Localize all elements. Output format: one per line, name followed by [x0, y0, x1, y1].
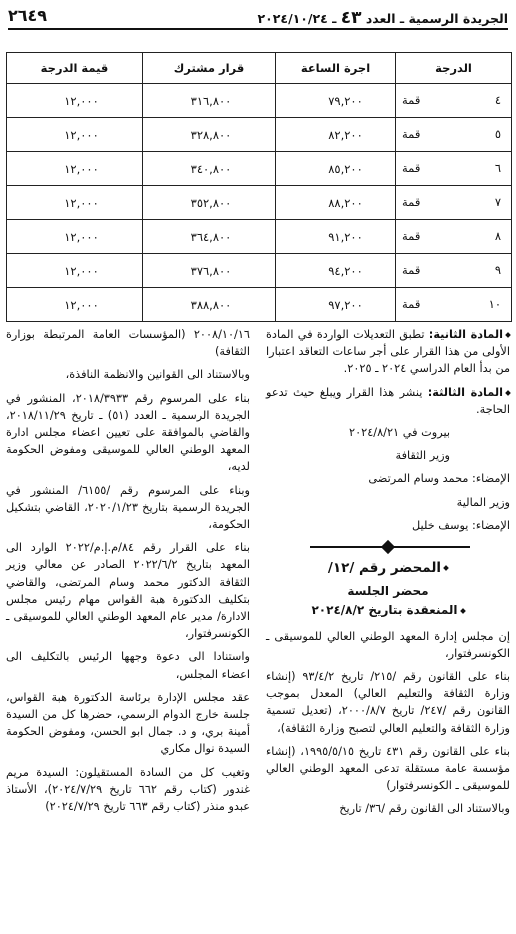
paragraph: وتغيب كل من السادة المستقيلون: السيدة مريم غندور (كتاب رقم ٦٦٢ تاريخ ٢٠٢٤/٧/٢٩)، الأستاذ عبدو منذر (كتاب رقم ٦٦٣ تاريخ ٢٠٢٤/٧/٢٩)	[6, 765, 250, 814]
paragraph: بناء على القانون رقم /٢١٥/ تاريخ ٩٣/٤/٢ (إنشاء وزارة الثقافة والتعليم العالي) المعدل بموجب القانون رقم /٢٤٧/ تاريخ ٢٠٠٠/٨/٧، (تعديل تسمية وزارة الثقافة والتعليم العالي لتصبح وزارة الثقافة)،	[266, 670, 511, 735]
grade-label: قمة	[402, 263, 421, 277]
joint-decision-cell: ٣٥٢,٨٠٠	[143, 186, 276, 220]
minute-title: محضر الجلسة	[347, 584, 429, 599]
joint-decision-cell: ٣١٦,٨٠٠	[143, 84, 276, 118]
article-2-text: تطبق التعديلات الواردة في المادة الأولى من هذا القرار على أجر ساعات التعاقد اعتبارا من بدأ العام الدراسي ٢٠٢٤ ـ ٢٠٢٥.	[266, 328, 510, 376]
paragraph: بناء على القرار رقم ٨٤/م.إ.م/٢٠٢٢ الوارد الى المعهد بتاريخ ٢٠٢٢/٦/٢ الصادر عن معالي وزير الثقافة الدكتور محمد وسام المرتضى، والقاضي بتكليف الدكتورة هبة القواس مهام رئيس مجلس الادارة/ مدير عام المعهد الوطني العالي للموسيقى ـ الكونسرفتوار،	[6, 541, 250, 641]
hourly-rate-cell: ٧٩,٢٠٠	[276, 84, 396, 118]
article-3-text: ينشر هذا القرار ويبلغ حيث تدعو الحاجة.	[266, 385, 510, 416]
grade-cell	[396, 152, 512, 186]
article-3-title: المادة الثالثة:	[427, 385, 503, 399]
grade-number: ١٠	[488, 297, 501, 311]
col-header-joint: قرار مشترك	[143, 53, 276, 84]
bullet-icon	[505, 332, 511, 338]
finance-minister-signature: الإمضاء: يوسف خليل	[412, 518, 510, 532]
table-row	[7, 84, 512, 118]
grade-number: ٥	[494, 127, 501, 141]
article-3	[266, 384, 510, 418]
grade-cell	[396, 118, 512, 152]
table-header-row	[7, 53, 512, 84]
section-divider	[266, 540, 510, 554]
grade-value-cell: ١٢,٠٠٠	[7, 220, 143, 254]
hourly-rate-cell: ٩٤,٢٠٠	[276, 254, 396, 288]
grade-label: قمة	[402, 161, 421, 175]
table-row	[7, 152, 512, 186]
page-number: ٢٦٤٩	[8, 6, 48, 25]
minute-number	[266, 560, 510, 577]
joint-decision-cell: ٣٤٠,٨٠٠	[143, 152, 276, 186]
table-row	[7, 288, 512, 322]
paragraph: بناء على القانون رقم ٤٣١ تاريخ ١٩٩٥/٥/١٥، (إنشاء مؤسسة عامة مستقلة تدعى المعهد الوطني العالي للموسيقى ـ الكونسرفتوار)	[266, 744, 510, 793]
table-row	[7, 220, 512, 254]
finance-minister-title: وزير المالية	[456, 495, 510, 509]
joint-decision-cell: ٣٢٨,٨٠٠	[143, 118, 276, 152]
bullet-icon	[443, 565, 449, 571]
article-2-title: المادة الثانية:	[428, 328, 503, 341]
grade-cell	[396, 186, 512, 220]
paragraph: إن مجلس إدارة المعهد الوطني العالي للموسيقى ـ الكونسرفتوار،	[266, 629, 510, 660]
paragraph: بناء على المرسوم رقم ٢٠١٨/٣٩٣٣، المنشور في الجريدة الرسمية ـ العدد (٥١) ـ تاريخ ٢٠١٨/١١/٢٩، والقاضي بالموافقة على تعيين اعضاء مجلس ادارة المعهد الوطني العالي للموسيقى ومفوض الحكومة لديه،	[6, 391, 251, 474]
table-row	[7, 254, 512, 288]
issue-date: ـ ٢٠٢٤/١٠/٢٤	[257, 11, 337, 26]
hourly-rate-cell: ٩١,٢٠٠	[276, 220, 396, 254]
joint-decision-cell: ٣٧٦,٨٠٠	[143, 254, 276, 288]
grade-value-cell: ١٢,٠٠٠	[7, 288, 143, 322]
grade-cell	[396, 84, 512, 118]
joint-decision-cell: ٣٦٤,٨٠٠	[143, 220, 276, 254]
issue-number: ٤٣	[340, 8, 362, 28]
grade-cell	[396, 254, 512, 288]
culture-minister-signature: الإمضاء: محمد وسام المرتضى	[368, 472, 510, 486]
gazette-name: الجريدة الرسمية ـ العدد	[365, 11, 508, 26]
diamond-icon	[381, 540, 395, 554]
grade-label: قمة	[402, 93, 421, 107]
hourly-rate-cell: ٨٢,٢٠٠	[276, 118, 396, 152]
grade-cell	[396, 220, 512, 254]
paragraph: واستنادا الى دعوة وجهها الرئيس بالتكليف الى اعضاء المجلس،	[6, 650, 250, 681]
grade-number: ٨	[494, 229, 501, 243]
grade-value-cell: ١٢,٠٠٠	[7, 186, 143, 220]
article-2	[266, 326, 510, 378]
hourly-rate-cell: ٩٧,٢٠٠	[276, 288, 396, 322]
grade-value-cell: ١٢,٠٠٠	[7, 152, 143, 186]
joint-decision-cell: ٣٨٨,٨٠٠	[143, 288, 276, 322]
paragraph: ٢٠٠٨/١٠/١٦ (المؤسسات العامة المرتبطة بوزارة الثقافة)	[6, 328, 250, 359]
gazette-title	[258, 8, 508, 28]
table-row	[7, 186, 512, 220]
grade-label: قمة	[402, 127, 421, 141]
grade-number: ٦	[494, 161, 501, 175]
minute-date	[266, 602, 510, 619]
page-header	[8, 6, 508, 30]
grade-value-cell: ١٢,٠٠٠	[7, 84, 143, 118]
col-header-hourly: اجرة الساعة	[276, 53, 396, 84]
paragraph: وبالاستناد الى القانون رقم /٣٦/ تاريخ	[339, 802, 510, 816]
grade-value-cell: ١٢,٠٠٠	[7, 254, 143, 288]
bullet-icon	[460, 608, 466, 614]
left-column	[6, 326, 250, 821]
grade-label: قمة	[402, 229, 421, 243]
grade-label: قمة	[402, 297, 421, 311]
paragraph: وبناء على المرسوم رقم /٦١٥٥/ المنشور في الجريدة الرسمية بتاريخ ٢٠٢٠/١/٢٣، القاضي بتشكيل الحكومة،	[6, 483, 250, 532]
right-column	[266, 326, 510, 824]
grade-number: ٤	[494, 93, 501, 107]
grade-number: ٧	[494, 195, 501, 209]
grade-label: قمة	[402, 195, 421, 209]
col-header-value: قيمة الدرجة	[7, 53, 143, 84]
hourly-rate-cell: ٨٨,٢٠٠	[276, 186, 396, 220]
place-date: بيروت في ٢٠٢٤/٨/٢١	[349, 426, 450, 440]
minute-number-text: المحضر رقم /١٢/	[327, 560, 442, 577]
grade-cell	[396, 288, 512, 322]
grade-number: ٩	[494, 263, 501, 277]
culture-minister-title: وزير الثقافة	[395, 449, 450, 463]
bullet-icon	[505, 390, 511, 396]
paragraph: وبالاستناد الى القوانين والانظمة النافذة،	[65, 368, 250, 382]
grades-table	[6, 52, 512, 322]
paragraph: عقد مجلس الإدارة برئاسة الدكتورة هبة القواس، جلسة خارج الدوام الرسمي، حضرها كل من السيدة أمينة بري، و د. جمال ابو الحسن، ومفوض الحكومة السيدة نوال مكاري	[6, 690, 250, 756]
hourly-rate-cell: ٨٥,٢٠٠	[276, 152, 396, 186]
grade-value-cell: ١٢,٠٠٠	[7, 118, 143, 152]
col-header-grade: الدرجة	[396, 53, 512, 84]
table-row	[7, 118, 512, 152]
minute-date-text: المنعقدة بتاريخ ٢٠٢٤/٨/٢	[311, 603, 458, 618]
